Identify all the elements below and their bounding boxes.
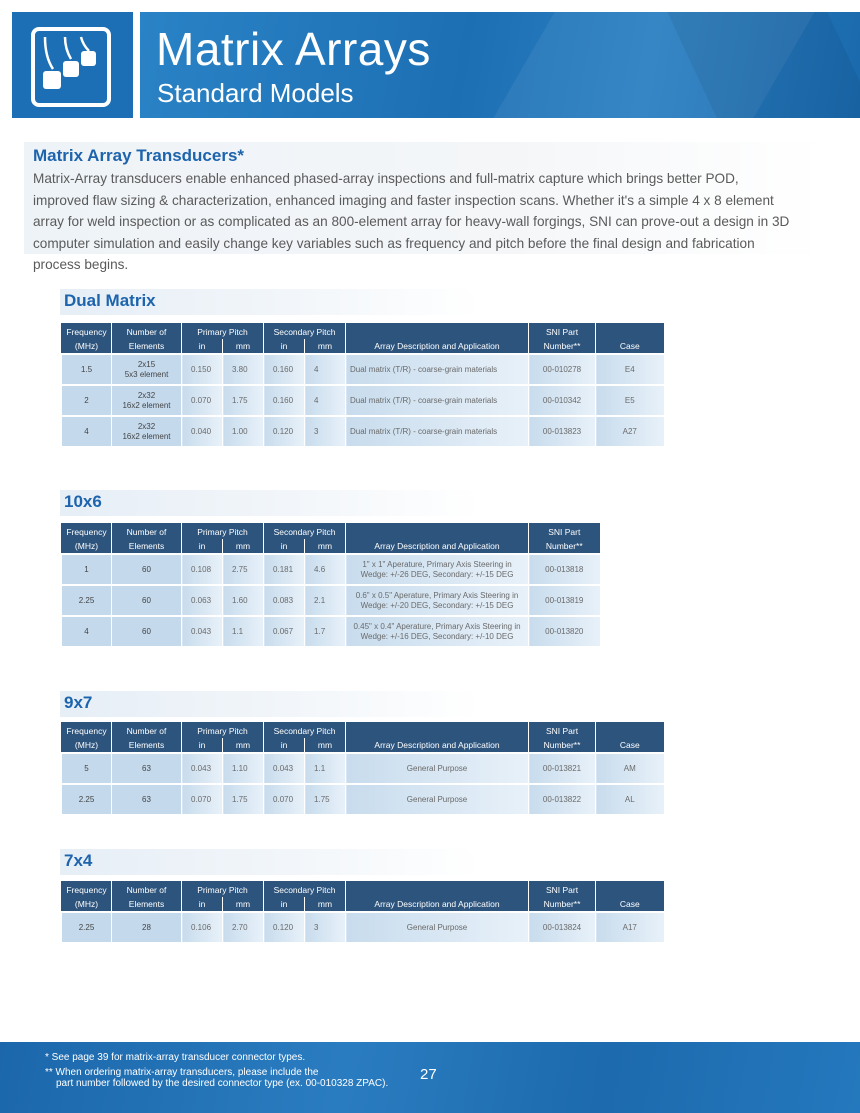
cell-primary-in: 0.043 — [182, 753, 223, 784]
section-title-text: 10x6 — [64, 492, 102, 511]
cell-description: Dual matrix (T/R) - coarse-grain materials — [346, 385, 529, 416]
cell-primary-mm: 2.75 — [223, 554, 264, 585]
cell-primary-mm: 1.1 — [223, 616, 264, 646]
header-number-of: Number of — [112, 523, 182, 539]
cell-frequency: 1 — [62, 554, 112, 585]
header-part-number: Number** — [529, 738, 596, 753]
header-mm: mm — [223, 738, 264, 753]
table-row — [62, 585, 600, 616]
header-frequency: Frequency — [62, 323, 112, 339]
cell-elements-layout: 2x32 — [137, 421, 156, 431]
dual-matrix-table — [61, 323, 664, 446]
header-in: in — [182, 539, 223, 554]
10x6-table — [61, 523, 600, 646]
cell-secondary-in: 0.083 — [264, 585, 305, 616]
header-secondary-pitch: Secondary Pitch — [264, 722, 346, 738]
cell-elements: 63 — [112, 784, 182, 814]
table-row — [62, 554, 600, 585]
cell-secondary-mm: 4 — [305, 385, 346, 416]
cell-frequency: 2.25 — [62, 912, 112, 942]
cell-description: General Purpose — [346, 912, 529, 942]
header-case: Case — [596, 738, 664, 753]
cell-secondary-mm: 1.7 — [305, 616, 346, 646]
cell-primary-in: 0.106 — [182, 912, 223, 942]
header-description: Array Description and Application — [346, 539, 529, 554]
cell-case: A17 — [596, 912, 664, 942]
cell-primary-mm: 1.75 — [223, 784, 264, 814]
header-frequency: Frequency — [62, 523, 112, 539]
cell-part-number: 00-013822 — [529, 784, 596, 814]
cell-case: E5 — [596, 385, 664, 416]
cell-secondary-in: 0.043 — [264, 753, 305, 784]
page-subtitle: Standard Models — [157, 78, 354, 108]
header-mm: mm — [223, 539, 264, 554]
header-description: Array Description and Application — [346, 897, 529, 912]
table-row — [62, 753, 664, 784]
cell-primary-in: 0.070 — [182, 784, 223, 814]
header-mm: mm — [305, 897, 346, 912]
cell-primary-mm: 1.75 — [223, 385, 264, 416]
cell-elements: 63 — [112, 753, 182, 784]
cell-frequency: 2 — [62, 385, 112, 416]
cell-part-number: 00-010278 — [529, 354, 596, 385]
header-secondary-pitch: Secondary Pitch — [264, 881, 346, 897]
section-title-10x6 — [60, 490, 480, 516]
section-title-9x7 — [60, 691, 480, 717]
cell-elements: 60 — [112, 554, 182, 585]
cell-elements: 28 — [112, 912, 182, 942]
cell-elements-layout: 2x15 — [137, 359, 156, 369]
header-elements: Elements — [112, 738, 182, 753]
cell-case: AM — [596, 753, 664, 784]
header-in: in — [264, 897, 305, 912]
table-row — [62, 912, 664, 942]
header-primary-pitch: Primary Pitch — [182, 722, 264, 738]
intro-body: Matrix-Array transducers enable enhanced phased-array inspections and full-matrix capture which brings better POD, improved flaw sizing & characterization, enhanced imaging and faster inspection scans. Whether it's a simple 4 x 8 element array for weld inspection or as complicated as an 800-element array for heavy-wall forgings, SNI can prove-out a design in 3D computer simulation and easily change key variables such as frequency and pitch before the final design and fabrication process begins. — [33, 171, 790, 272]
header-frequency: Frequency — [62, 722, 112, 738]
footnote-connector-types: * See page 39 for matrix-array transducer connector types. — [45, 1052, 306, 1063]
cell-primary-in: 0.070 — [182, 385, 223, 416]
header-mhz: (MHz) — [62, 897, 112, 912]
title-banner — [140, 12, 860, 118]
section-title-dual-matrix — [60, 289, 480, 315]
header-mm: mm — [305, 539, 346, 554]
cell-primary-mm: 1.10 — [223, 753, 264, 784]
header-mm: mm — [223, 897, 264, 912]
cell-description: Dual matrix (T/R) - coarse-grain materials — [346, 416, 529, 446]
header-in: in — [182, 738, 223, 753]
header-secondary-pitch: Secondary Pitch — [264, 523, 346, 539]
cell-secondary-mm: 1.75 — [305, 784, 346, 814]
cell-frequency: 5 — [62, 753, 112, 784]
header-case: Case — [596, 339, 664, 354]
header-number-of: Number of — [112, 881, 182, 897]
header-in: in — [264, 539, 305, 554]
cell-part-number: 00-013824 — [529, 912, 596, 942]
cell-elements-desc: 16x2 element — [122, 431, 171, 441]
page-footer — [0, 1042, 860, 1113]
header-primary-pitch: Primary Pitch — [182, 323, 264, 339]
header-elements: Elements — [112, 897, 182, 912]
cell-frequency: 2.25 — [62, 784, 112, 814]
header-sni-part: SNI Part — [529, 881, 596, 897]
cell-description: 0.6" x 0.5" Aperature, Primary Axis Steering in Wedge: +/-20 DEG, Secondary: +/-15 DEG — [346, 585, 529, 616]
cell-part-number: 00-013819 — [529, 585, 600, 616]
cell-elements — [112, 416, 182, 446]
cell-primary-in: 0.063 — [182, 585, 223, 616]
page-number: 27 — [420, 1066, 437, 1083]
cell-elements-desc: 5x3 element — [124, 369, 169, 379]
header-frequency: Frequency — [62, 881, 112, 897]
cell-description: Dual matrix (T/R) - coarse-grain materials — [346, 354, 529, 385]
table-row — [62, 416, 664, 446]
cell-primary-in: 0.150 — [182, 354, 223, 385]
cell-elements — [112, 354, 182, 385]
cell-part-number: 00-010342 — [529, 385, 596, 416]
header-mhz: (MHz) — [62, 738, 112, 753]
footnote-ordering-cont: part number followed by the desired connector type (ex. 00-010328 ZPAC). — [56, 1078, 389, 1089]
cell-part-number: 00-013821 — [529, 753, 596, 784]
header-case: Case — [596, 897, 664, 912]
header-mhz: (MHz) — [62, 539, 112, 554]
header-description: Array Description and Application — [346, 738, 529, 753]
header-sni-part: SNI Part — [529, 523, 600, 539]
cell-frequency: 4 — [62, 416, 112, 446]
table-row — [62, 784, 664, 814]
footnote-ordering: ** When ordering matrix-array transducers, please include the — [45, 1067, 319, 1078]
cell-primary-in: 0.040 — [182, 416, 223, 446]
cell-part-number: 00-013818 — [529, 554, 600, 585]
logo-panel — [12, 12, 133, 118]
cell-secondary-in: 0.067 — [264, 616, 305, 646]
cell-secondary-in: 0.120 — [264, 912, 305, 942]
cell-frequency: 1.5 — [62, 354, 112, 385]
cell-primary-mm: 1.00 — [223, 416, 264, 446]
cell-secondary-in: 0.160 — [264, 385, 305, 416]
cell-frequency: 2.25 — [62, 585, 112, 616]
cell-description: 1" x 1" Aperature, Primary Axis Steering in Wedge: +/-26 DEG, Secondary: +/-15 DEG — [346, 554, 529, 585]
section-title-text: 9x7 — [64, 693, 93, 712]
cell-primary-mm: 3.80 — [223, 354, 264, 385]
cell-description: General Purpose — [346, 784, 529, 814]
7x4-table — [61, 881, 664, 942]
cell-elements-desc: 16x2 element — [122, 400, 171, 410]
table-row — [62, 385, 664, 416]
cell-secondary-mm: 4 — [305, 354, 346, 385]
header-part-number: Number** — [529, 339, 596, 354]
cell-primary-mm: 2.70 — [223, 912, 264, 942]
table-row — [62, 616, 600, 646]
header-part-number: Number** — [529, 539, 600, 554]
section-title-7x4 — [60, 849, 480, 875]
header-elements: Elements — [112, 539, 182, 554]
page-title: Matrix Arrays — [156, 23, 431, 75]
cell-case: E4 — [596, 354, 664, 385]
matrix-array-icon — [31, 27, 111, 107]
cell-secondary-mm: 4.6 — [305, 554, 346, 585]
cell-secondary-mm: 1.1 — [305, 753, 346, 784]
header-elements: Elements — [112, 339, 182, 354]
cell-secondary-in: 0.181 — [264, 554, 305, 585]
header-secondary-pitch: Secondary Pitch — [264, 323, 346, 339]
cell-primary-in: 0.108 — [182, 554, 223, 585]
9x7-table — [61, 722, 664, 814]
cell-secondary-in: 0.070 — [264, 784, 305, 814]
section-title-text: 7x4 — [64, 851, 93, 870]
header-mm: mm — [223, 339, 264, 354]
cell-case: A27 — [596, 416, 664, 446]
header-primary-pitch: Primary Pitch — [182, 881, 264, 897]
cell-elements: 60 — [112, 616, 182, 646]
section-title-text: Dual Matrix — [64, 291, 156, 310]
cell-elements: 60 — [112, 585, 182, 616]
header-mm: mm — [305, 339, 346, 354]
cell-case: AL — [596, 784, 664, 814]
cell-secondary-in: 0.160 — [264, 354, 305, 385]
header-sni-part: SNI Part — [529, 323, 596, 339]
header-primary-pitch: Primary Pitch — [182, 523, 264, 539]
header-in: in — [264, 339, 305, 354]
cell-secondary-in: 0.120 — [264, 416, 305, 446]
intro-heading: Matrix Array Transducers* — [33, 146, 245, 165]
header-mm: mm — [305, 738, 346, 753]
header-number-of: Number of — [112, 722, 182, 738]
cell-secondary-mm: 2.1 — [305, 585, 346, 616]
cell-primary-in: 0.043 — [182, 616, 223, 646]
cell-primary-mm: 1.60 — [223, 585, 264, 616]
cell-part-number: 00-013823 — [529, 416, 596, 446]
header-number-of: Number of — [112, 323, 182, 339]
page-header — [0, 0, 860, 120]
header-mhz: (MHz) — [62, 339, 112, 354]
cell-part-number: 00-013820 — [529, 616, 600, 646]
header-in: in — [182, 897, 223, 912]
cell-description: General Purpose — [346, 753, 529, 784]
cell-frequency: 4 — [62, 616, 112, 646]
cell-elements — [112, 385, 182, 416]
header-part-number: Number** — [529, 897, 596, 912]
cell-secondary-mm: 3 — [305, 416, 346, 446]
cell-description: 0.45" x 0.4" Aperature, Primary Axis Steering in Wedge: +/-16 DEG, Secondary: +/-10 DEG — [346, 616, 529, 646]
header-in: in — [182, 339, 223, 354]
cell-elements-layout: 2x32 — [137, 390, 156, 400]
header-sni-part: SNI Part — [529, 722, 596, 738]
table-row — [62, 354, 664, 385]
cell-secondary-mm: 3 — [305, 912, 346, 942]
header-in: in — [264, 738, 305, 753]
intro-block — [24, 142, 824, 272]
header-description: Array Description and Application — [346, 339, 529, 354]
